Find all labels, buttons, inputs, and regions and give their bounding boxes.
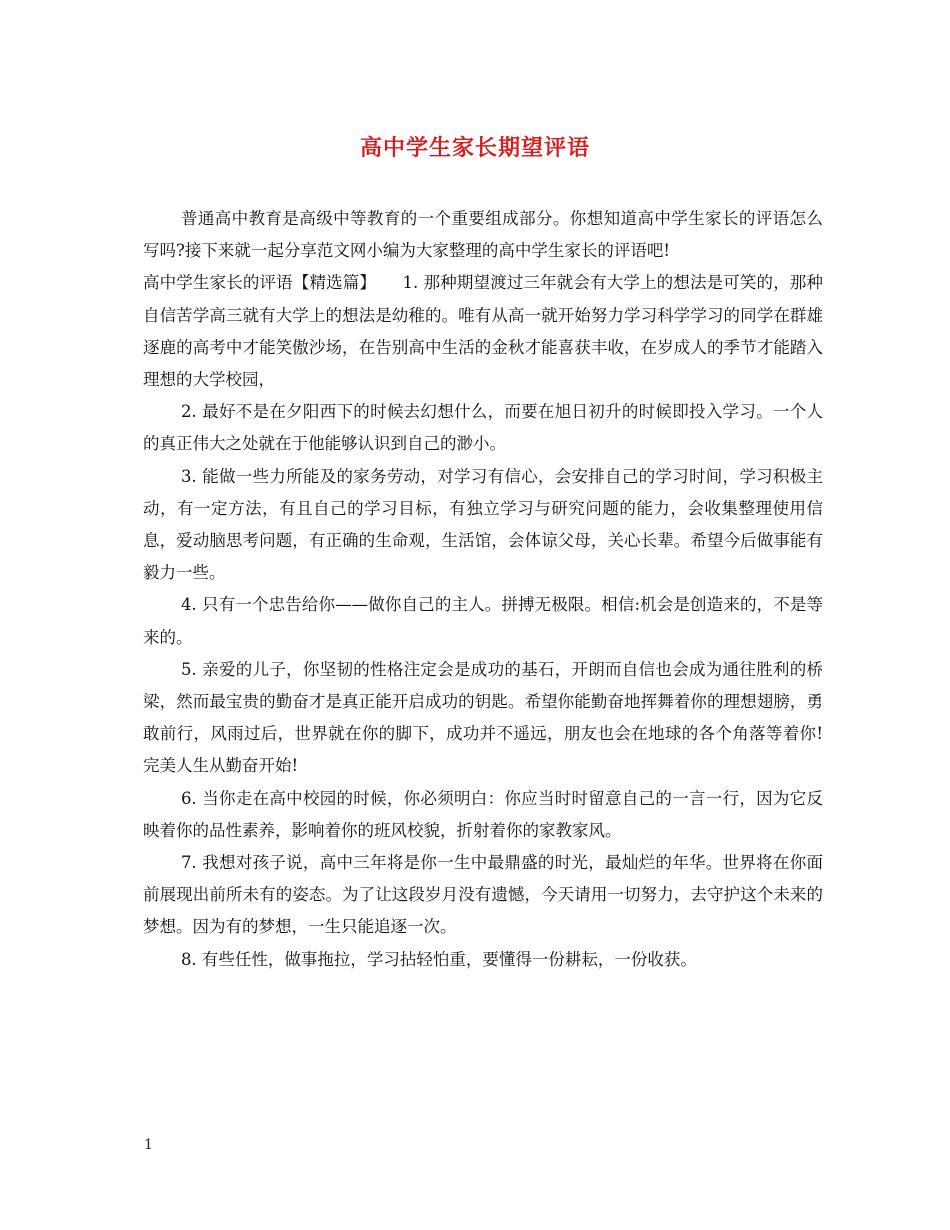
document-body bbox=[143, 203, 823, 976]
page-number: 1 bbox=[144, 1137, 153, 1153]
item-1-text: 1. 那种期望渡过三年就会有大学上的想法是可笑的，那种自信苦学高三就有大学上的想法是幼稚的。唯有从高一就开始努力学习科学学习的同学在群雄逐鹿的高考中才能笑傲沙场，在告别高中生活的金秋才能喜获丰收，在岁成人的季节才能踏入理想的大学校园， bbox=[143, 273, 823, 390]
item-paragraph-4: 4. 只有一个忠告给你——做你自己的主人。拼搏无极限。相信:机会是创造来的，不是等来的。 bbox=[143, 595, 823, 647]
item-paragraph-5: 5. 亲爱的儿子，你坚韧的性格注定会是成功的基石，开朗而自信也会成为通往胜利的桥梁，然而最宝贵的勤奋才是真正能开启成功的钥匙。希望你能勤奋地挥舞着你的理想翅膀，勇敢前行，风雨过后，世界就在你的脚下，成功并不遥远，朋友也会在地球的各个角落等着你!完美人生从勤奋开始! bbox=[143, 659, 823, 776]
section-label: 高中学生家长的评语【精选篇】 bbox=[143, 273, 377, 293]
item-paragraph-8: 8. 有些任性，做事拖拉，学习拈轻怕重，要懂得一份耕耘，一份收获。 bbox=[180, 949, 697, 969]
document-title: 高中学生家长期望评语 bbox=[359, 135, 590, 161]
item-paragraph-2: 2. 最好不是在夕阳西下的时候去幻想什么，而要在旭日初升的时候即投入学习。一个人的真正伟大之处就在于他能够认识到自己的渺小。 bbox=[143, 402, 823, 454]
item-paragraph-6: 6. 当你走在高中校园的时候，你必须明白：你应当时时留意自己的一言一行，因为它反映着你的品性素养，影响着你的班风校貌，折射着你的家教家风。 bbox=[143, 788, 823, 840]
intro-paragraph: 普通高中教育是高级中等教育的一个重要组成部分。你想知道高中学生家长的评语怎么写吗?接下来就一起分享范文网小编为大家整理的高中学生家长的评语吧! bbox=[143, 209, 823, 261]
item-paragraph-1 bbox=[143, 267, 823, 396]
item-paragraph-7: 7. 我想对孩子说，高中三年将是你一生中最鼎盛的时光，最灿烂的年华。世界将在你面前展现出前所未有的姿态。为了让这段岁月没有遗憾，今天请用一切努力，去守护这个未来的梦想。因为有的梦想，一生只能追逐一次。 bbox=[143, 853, 823, 937]
item-paragraph-3: 3. 能做一些力所能及的家务劳动，对学习有信心，会安排自己的学习时间，学习积极主动，有一定方法，有且自己的学习目标，有独立学习与研究问题的能力，会收集整理使用信息，爱动脑思考问题，有正确的生命观，生活馆，会体谅父母，关心长辈。希望今后做事能有毅力一些。 bbox=[143, 466, 823, 583]
